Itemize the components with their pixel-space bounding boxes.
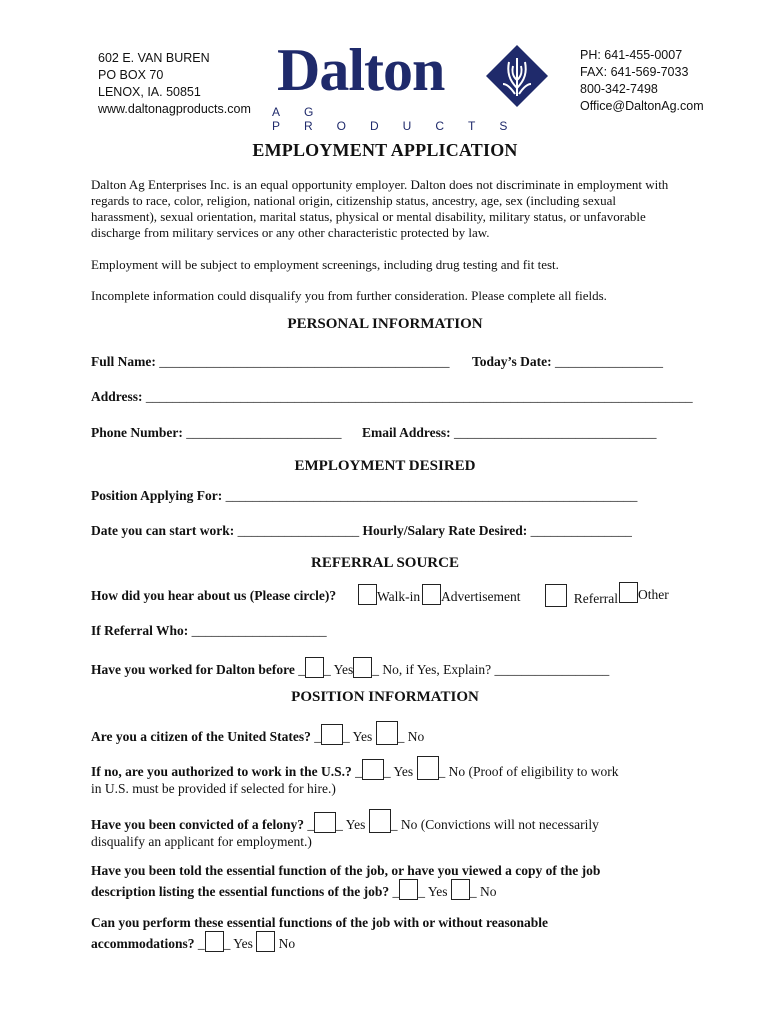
- citizen-no-label: No: [407, 729, 425, 744]
- citizen-yes-checkbox[interactable]: [321, 724, 343, 745]
- corn-diamond-icon: [485, 44, 549, 108]
- authorized-note: No (Proof of eligibility to work: [448, 764, 619, 779]
- worked-before-no-label: No, if Yes, Explain?: [382, 662, 492, 677]
- start-date-input[interactable]: __________________: [237, 523, 360, 538]
- page-title: EMPLOYMENT APPLICATION: [252, 140, 518, 160]
- advertisement-checkbox[interactable]: [422, 584, 441, 605]
- worked-before-yes-label: Yes: [333, 662, 354, 677]
- address-label: Address:: [91, 389, 143, 404]
- phone-input[interactable]: _______________________: [186, 425, 342, 440]
- referral-source-question: [91, 588, 336, 604]
- felony-label: Have you been convicted of a felony?: [91, 817, 304, 832]
- referral-who-field: [91, 623, 327, 639]
- citizen-label: Are you a citizen of the United States?: [91, 729, 311, 744]
- essential-no-checkbox[interactable]: [451, 879, 470, 900]
- worked-before-no-checkbox[interactable]: [353, 657, 372, 678]
- worked-before-label: Have you worked for Dalton before: [91, 662, 295, 677]
- essential-yes-label: Yes: [427, 884, 448, 899]
- perform-yes-label: Yes: [233, 936, 253, 951]
- full-name-input[interactable]: ___________________________________________: [159, 354, 450, 369]
- phone-label: Phone Number:: [91, 425, 183, 440]
- referral-question-label: How did you hear about us (Please circle)?: [91, 588, 337, 603]
- position-label: Position Applying For:: [91, 488, 223, 503]
- citizen-yes-label: Yes: [352, 729, 373, 744]
- referral-who-label: If Referral Who:: [91, 623, 189, 638]
- address-input[interactable]: _________________________________________________________________________________: [145, 389, 693, 404]
- authorized-label: If no, are you authorized to work in the U.S.?: [91, 764, 352, 779]
- advertisement-label: Advertisement: [441, 589, 521, 604]
- authorized-question: If no, are you authorized to work in the U.S.? _ _ Yes _ No (Proof of eligibility to work in U.S. must be provided if selected for hire.): [91, 756, 619, 797]
- worked-before-explain-input[interactable]: _________________: [494, 662, 610, 677]
- email-input[interactable]: ______________________________: [454, 425, 657, 440]
- email-link[interactable]: Office@DaltonAg.com: [580, 99, 704, 113]
- authorized-note-cont: in U.S. must be provided if selected for hire.): [91, 781, 336, 796]
- start-date-field: [91, 523, 632, 539]
- felony-yes-label: Yes: [345, 817, 366, 832]
- perform-yes-checkbox[interactable]: [205, 931, 224, 952]
- felony-note: No (Convictions will not necessarily: [400, 817, 599, 832]
- authorized-yes-checkbox[interactable]: [362, 759, 384, 780]
- other-checkbox[interactable]: [619, 582, 638, 603]
- address-line: 602 E. VAN BUREN: [98, 51, 210, 65]
- worked-before-yes-checkbox[interactable]: [305, 657, 324, 678]
- citizen-no-checkbox[interactable]: [376, 721, 398, 745]
- fax-line: FAX: 641-569-7033: [580, 65, 689, 79]
- email-field: [362, 425, 657, 441]
- essential-no-label: No: [480, 884, 497, 899]
- dalton-logo: [272, 37, 557, 133]
- section-employment-heading: EMPLOYMENT DESIRED: [294, 458, 476, 474]
- start-date-label: Date you can start work:: [91, 523, 235, 538]
- citizen-question: Are you a citizen of the United States? _ _ Yes _ No: [91, 721, 424, 745]
- referral-option-other[interactable]: [619, 582, 669, 603]
- incomplete-notice: Incomplete information could disqualify you from further consideration. Please complete all fields.: [91, 288, 607, 303]
- rate-input[interactable]: _______________: [530, 523, 632, 538]
- address-line: PO BOX 70: [98, 68, 164, 82]
- phone-line: PH: 641-455-0007: [580, 48, 683, 62]
- rate-label: Hourly/Salary Rate Desired:: [362, 523, 528, 538]
- walkin-checkbox[interactable]: [358, 584, 377, 605]
- essential-function-question: Have you been told the essential function of the job, or have you viewed a copy of the job description listing the essential functions of the job? _ _ Yes _ No: [91, 863, 601, 899]
- referral-option-advertisement[interactable]: [422, 584, 520, 605]
- referral-option-referral[interactable]: [545, 584, 618, 607]
- essential-label: Have you been told the essential function of the job, or have you viewed a copy of the job: [91, 863, 601, 878]
- screening-notice: Employment will be subject to employment screenings, including drug testing and fit test.: [91, 257, 559, 272]
- worked-before-question: Have you worked for Dalton before _ _ Yes _ No, if Yes, Explain? _________________: [91, 657, 609, 678]
- authorized-no-checkbox[interactable]: [417, 756, 439, 780]
- perform-no-label: No: [278, 936, 296, 951]
- address-line: LENOX, IA. 50851: [98, 85, 201, 99]
- phone-field: [91, 425, 342, 441]
- felony-no-checkbox[interactable]: [369, 809, 391, 833]
- perform-label: Can you perform these essential functions of the job with or without reasonable: [91, 915, 548, 930]
- todays-date-field: [472, 354, 663, 370]
- address-field: [91, 389, 693, 405]
- section-position-heading: POSITION INFORMATION: [291, 689, 479, 705]
- tollfree-line: 800-342-7498: [580, 82, 658, 96]
- website-link[interactable]: www.daltonagproducts.com: [98, 102, 251, 116]
- logo-wordmark: Dalton: [277, 37, 445, 103]
- felony-yes-checkbox[interactable]: [314, 812, 336, 833]
- referral-label: Referral: [573, 591, 618, 606]
- logo-subtitle: AG PRODUCTS: [272, 105, 532, 133]
- other-label: Other: [638, 587, 669, 602]
- walkin-label: Walk-in: [377, 589, 421, 604]
- perform-functions-question: Can you perform these essential functions of the job with or without reasonable accommodations? _ _ Yes No: [91, 915, 548, 951]
- essential-label-cont: description listing the essential functions of the job?: [91, 884, 390, 899]
- full-name-label: Full Name:: [91, 354, 156, 369]
- company-contact: [580, 47, 704, 115]
- section-referral-heading: REFERRAL SOURCE: [311, 555, 459, 571]
- perform-label-cont: accommodations?: [91, 936, 195, 951]
- referral-option-walkin[interactable]: [358, 584, 420, 605]
- referral-checkbox[interactable]: [545, 584, 567, 607]
- referral-who-input[interactable]: ____________________: [191, 623, 327, 638]
- todays-date-label: Today’s Date:: [472, 354, 552, 369]
- eeo-statement: Dalton Ag Enterprises Inc. is an equal opportunity employer. Dalton does not discriminate in employment with regards to race, color, religion, national origin, citizenship status, ancestry, age, sex (including sexual harassment), sexual orientation, marital status, physical or mental disability, military status, or unfavorable discharge from military services or any other characteristic protected by law.: [91, 177, 669, 240]
- authorized-yes-label: Yes: [393, 764, 414, 779]
- felony-question: Have you been convicted of a felony? _ _ Yes _ No (Convictions will not necessarily disqualify an applicant for employment.): [91, 809, 599, 850]
- position-field: [91, 488, 637, 504]
- todays-date-input[interactable]: ________________: [555, 354, 664, 369]
- position-input[interactable]: _____________________________________________________________: [225, 488, 638, 503]
- perform-no-checkbox[interactable]: [256, 931, 275, 952]
- felony-note-cont: disqualify an applicant for employment.): [91, 834, 312, 849]
- section-personal-heading: PERSONAL INFORMATION: [287, 316, 483, 332]
- company-address: [98, 50, 251, 118]
- essential-yes-checkbox[interactable]: [399, 879, 418, 900]
- full-name-field: [91, 354, 450, 370]
- email-label: Email Address:: [362, 425, 451, 440]
